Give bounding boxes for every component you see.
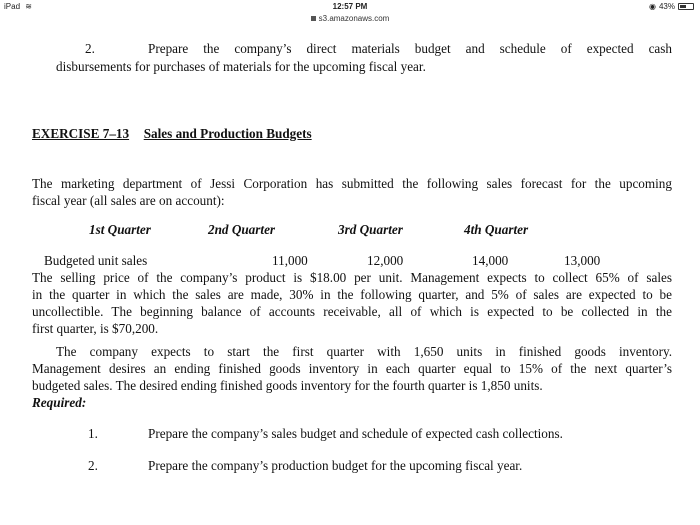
wifi-icon: ≋ <box>25 2 32 11</box>
clock: 12:57 PM <box>332 2 368 11</box>
sales-value: 13,000 <box>564 253 601 268</box>
sales-value: 11,000 <box>272 253 308 268</box>
required-item-number: 2. <box>88 458 98 473</box>
paragraph-line: in the quarter in which the sales are made, 30% in the following quarter, and 5% of sales are expected to be <box>32 287 672 302</box>
instruction-line: Prepare the company’s direct materials budget and schedule of expected cash <box>148 41 672 56</box>
intro-line: The marketing department of Jessi Corporation has submitted the following sales forecast for the upcoming <box>32 176 672 191</box>
paragraph-line: uncollectible. The beginning balance of accounts receivable, all of which is expected to be collected in the <box>32 304 672 319</box>
item-number: 2. <box>85 41 95 56</box>
instruction-line: disbursements for purchases of materials for the upcoming fiscal year. <box>56 59 426 74</box>
quarter-header: 2nd Quarter <box>208 222 276 237</box>
required-item-text: Prepare the company’s sales budget and schedule of expected cash collections. <box>148 426 563 441</box>
alarm-icon: ◉ <box>649 2 656 11</box>
row-label: Budgeted unit sales <box>44 253 148 268</box>
exercise-title: EXERCISE 7–13 <box>32 126 130 141</box>
exercise-heading <box>32 125 652 142</box>
quarter-header: 1st Quarter <box>89 222 151 237</box>
status-bar <box>0 0 700 14</box>
battery-status <box>649 2 694 11</box>
address-bar[interactable] <box>0 14 700 23</box>
required-item-text: Prepare the company’s production budget for the upcoming fiscal year. <box>148 458 523 473</box>
intro-line: fiscal year (all sales are on account): <box>32 193 225 208</box>
lock-icon <box>311 16 316 21</box>
paragraph-line: first quarter, is $70,200. <box>32 321 159 336</box>
battery-icon <box>678 3 694 10</box>
device-name: iPad <box>4 2 21 11</box>
battery-percent: 43% <box>658 2 675 11</box>
required-item-number: 1. <box>88 426 98 441</box>
required-label: Required: <box>32 395 87 410</box>
paragraph-line: The selling price of the company’s product is $18.00 per unit. Management expects to collect 65% of sales <box>32 270 672 285</box>
url-text: s3.amazonaws.com <box>318 14 390 23</box>
sales-value: 12,000 <box>367 253 404 268</box>
quarter-header: 3rd Quarter <box>338 222 403 237</box>
exercise-subtitle: Sales and Production Budgets <box>143 126 312 141</box>
quarter-header: 4th Quarter <box>464 222 529 237</box>
paragraph-line: budgeted sales. The desired ending finished goods inventory for the fourth quarter is 1,850 units. <box>32 378 543 393</box>
sales-value: 14,000 <box>472 253 509 268</box>
paragraph-line: Management desires an ending finished goods inventory in each quarter equal to 15% of the next quarter’s <box>32 361 672 376</box>
paragraph-line: The company expects to start the first quarter with 1,650 units in finished goods inventory. <box>56 344 672 359</box>
